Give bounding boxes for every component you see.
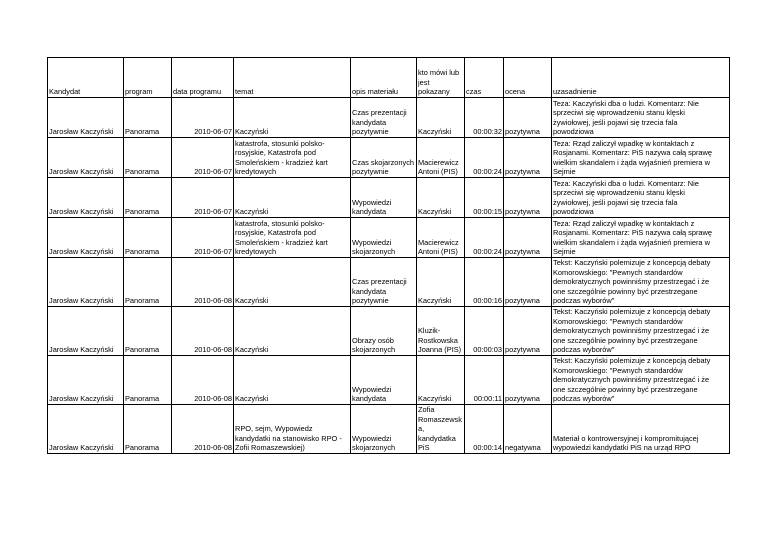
cell-uzasadnienie: Materiał o kontrowersyjnej i kompromitującej wypowiedzi kandydatki PiS na urząd RPO xyxy=(552,405,730,454)
cell-kandydat: Jarosław Kaczyński xyxy=(48,98,124,138)
cell-czas: 00:00:32 xyxy=(465,98,504,138)
table-row xyxy=(48,138,730,178)
cell-data-programu: 2010-06-08 xyxy=(172,356,234,405)
cell-opis-materialu: Wypowiedzi skojarzonych xyxy=(351,405,417,454)
cell-kandydat: Jarosław Kaczyński xyxy=(48,218,124,258)
cell-opis-materialu: Czas prezentacji kandydata pozytywnie xyxy=(351,98,417,138)
cell-data-programu: 2010-06-08 xyxy=(172,405,234,454)
table-row xyxy=(48,258,730,307)
cell-opis-materialu: Czas skojarzonych pozytywnie xyxy=(351,138,417,178)
cell-uzasadnienie: Tekst: Kaczyński polemizuje z koncepcją debaty Komorowskiego: "Pewnych standardów demokratycznych powinniśmy przestrzegać i że one szczególnie powinny być przestrzegane podczas wyborów" xyxy=(552,356,730,405)
cell-temat: katastrofa, stosunki polsko- rosyjskie, Katastrofa pod Smoleńskiem - kradzież kart kredytowych xyxy=(234,138,351,178)
cell-data-programu: 2010-06-08 xyxy=(172,307,234,356)
cell-ocena: pozytywna xyxy=(504,356,552,405)
cell-kandydat: Jarosław Kaczyński xyxy=(48,138,124,178)
cell-kandydat: Jarosław Kaczyński xyxy=(48,258,124,307)
cell-czas: 00:00:16 xyxy=(465,258,504,307)
cell-kandydat: Jarosław Kaczyński xyxy=(48,307,124,356)
cell-ocena: pozytywna xyxy=(504,218,552,258)
header-cell: kto mówi lub jest pokazany xyxy=(417,58,465,98)
cell-data-programu: 2010-06-07 xyxy=(172,178,234,218)
data-table xyxy=(47,57,730,454)
cell-temat: Kaczyński xyxy=(234,307,351,356)
cell-uzasadnienie: Teza: Kaczyński dba o ludzi. Komentarz: Nie sprzeciwi się wprowadzeniu stanu klęski żywiołowej, jeśli pojawi się trzecia fala powodziowa xyxy=(552,178,730,218)
cell-uzasadnienie: Teza: Rząd zaliczył wpadkę w kontaktach z Rosjanami. Komentarz: PiS nazywa całą sprawę wielkim skandalem i żąda wyjaśnień premiera w Sejmie xyxy=(552,218,730,258)
cell-data-programu: 2010-06-08 xyxy=(172,258,234,307)
header-cell: ocena xyxy=(504,58,552,98)
cell-temat: Kaczyński xyxy=(234,258,351,307)
cell-ocena: pozytywna xyxy=(504,178,552,218)
cell-czas: 00:00:24 xyxy=(465,218,504,258)
cell-kto-mowi: Macierewicz Antoni (PIS) xyxy=(417,138,465,178)
cell-program: Panorama xyxy=(124,307,172,356)
cell-data-programu: 2010-06-07 xyxy=(172,98,234,138)
table-row xyxy=(48,178,730,218)
cell-ocena: negatywna xyxy=(504,405,552,454)
header-cell: program xyxy=(124,58,172,98)
cell-ocena: pozytywna xyxy=(504,138,552,178)
cell-kto-mowi: Kaczyński xyxy=(417,178,465,218)
table-row xyxy=(48,98,730,138)
cell-kto-mowi: Kaczyński xyxy=(417,356,465,405)
header-cell: temat xyxy=(234,58,351,98)
cell-czas: 00:00:03 xyxy=(465,307,504,356)
cell-program: Panorama xyxy=(124,405,172,454)
cell-kto-mowi: Zofia Romaszewsk a, kandydatka PiS xyxy=(417,405,465,454)
cell-czas: 00:00:24 xyxy=(465,138,504,178)
cell-opis-materialu: Obrazy osób skojarzonych xyxy=(351,307,417,356)
cell-temat: RPO, sejm, Wypowiedz kandydatki na stanowisko RPO - Zofii Romaszewskiej) xyxy=(234,405,351,454)
cell-temat: Kaczyński xyxy=(234,178,351,218)
header-cell: opis materiału xyxy=(351,58,417,98)
cell-temat: Kaczyński xyxy=(234,98,351,138)
table-row xyxy=(48,307,730,356)
cell-kandydat: Jarosław Kaczyński xyxy=(48,356,124,405)
cell-kto-mowi: Kaczyński xyxy=(417,258,465,307)
cell-opis-materialu: Wypowiedzi skojarzonych xyxy=(351,218,417,258)
cell-program: Panorama xyxy=(124,98,172,138)
cell-uzasadnienie: Tekst: Kaczyński polemizuje z koncepcją debaty Komorowskiego: "Pewnych standardów demokratycznych powinniśmy przestrzegać i że one szczególnie powinny być przestrzegane podczas wyborów" xyxy=(552,258,730,307)
cell-ocena: pozytywna xyxy=(504,98,552,138)
cell-ocena: pozytywna xyxy=(504,307,552,356)
table-row xyxy=(48,218,730,258)
table-row xyxy=(48,405,730,454)
cell-program: Panorama xyxy=(124,178,172,218)
cell-temat: katastrofa, stosunki polsko- rosyjskie, Katastrofa pod Smoleńskiem - kradzież kart kredytowych xyxy=(234,218,351,258)
cell-czas: 00:00:11 xyxy=(465,356,504,405)
cell-uzasadnienie: Teza: Rząd zaliczył wpadkę w kontaktach z Rosjanami. Komentarz: PiS nazywa całą sprawę wielkim skandalem i żąda wyjaśnień premiera w Sejmie xyxy=(552,138,730,178)
table-row xyxy=(48,356,730,405)
cell-opis-materialu: Czas prezentacji kandydata pozytywnie xyxy=(351,258,417,307)
cell-kto-mowi: Macierewicz Antoni (PIS) xyxy=(417,218,465,258)
header-cell: uzasadnienie xyxy=(552,58,730,98)
header-cell: data programu xyxy=(172,58,234,98)
cell-program: Panorama xyxy=(124,218,172,258)
cell-data-programu: 2010-06-07 xyxy=(172,138,234,178)
header-cell: czas xyxy=(465,58,504,98)
cell-opis-materialu: Wypowiedzi kandydata xyxy=(351,356,417,405)
cell-czas: 00:00:15 xyxy=(465,178,504,218)
cell-data-programu: 2010-06-07 xyxy=(172,218,234,258)
cell-kto-mowi: Kaczyński xyxy=(417,98,465,138)
cell-ocena: pozytywna xyxy=(504,258,552,307)
cell-kto-mowi: Kluzik- Rostkowska Joanna (PIS) xyxy=(417,307,465,356)
cell-temat: Kaczyński xyxy=(234,356,351,405)
cell-program: Panorama xyxy=(124,138,172,178)
cell-program: Panorama xyxy=(124,356,172,405)
cell-czas: 00:00:14 xyxy=(465,405,504,454)
cell-kandydat: Jarosław Kaczyński xyxy=(48,178,124,218)
header-row xyxy=(48,58,730,98)
cell-program: Panorama xyxy=(124,258,172,307)
header-cell: Kandydat xyxy=(48,58,124,98)
cell-kandydat: Jarosław Kaczyński xyxy=(48,405,124,454)
cell-uzasadnienie: Tekst: Kaczyński polemizuje z koncepcją debaty Komorowskiego: "Pewnych standardów demokratycznych powinniśmy przestrzegać i że one szczególnie powinny być przestrzegane podczas wyborów" xyxy=(552,307,730,356)
cell-opis-materialu: Wypowiedzi kandydata xyxy=(351,178,417,218)
cell-uzasadnienie: Teza: Kaczyński dba o ludzi. Komentarz: Nie sprzeciwi się wprowadzeniu stanu klęski żywiołowej, jeśli pojawi się trzecia fala powodziowa xyxy=(552,98,730,138)
